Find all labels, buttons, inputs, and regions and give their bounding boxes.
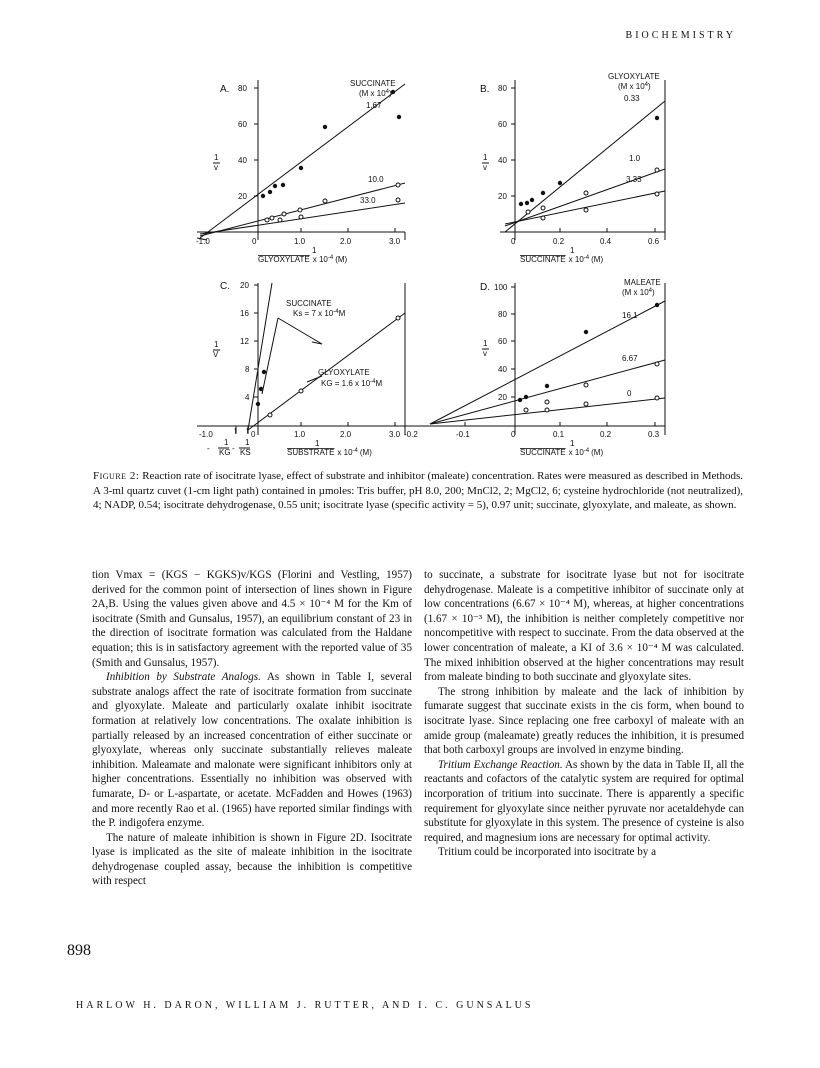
ytick: 40 (238, 156, 247, 165)
neg-ks-bottom: KS (240, 448, 251, 457)
ylabel-num: 1 (214, 153, 219, 162)
xtick: 0.6 (648, 237, 660, 246)
xtick: 0.3 (648, 430, 660, 439)
caption-label: Figure 2: (93, 470, 140, 482)
paragraph-text: As shown by the data in Table II, all the reactants and cofactors of the catalytic system are required for optimal incorporation of tritium into succinate. There is apparently a specific requirement for glyoxylate since neither pyruvate nor acetaldehyde can substitute for glyoxylate in this system. The presence of cysteine is also required, and magnesium ions are necessary for optimal activity. (424, 758, 744, 844)
xtick: 1.0 (294, 430, 306, 439)
author-footer: HARLOW H. DARON, WILLIAM J. RUTTER, AND I. C. GUNSALUS (76, 1000, 534, 1011)
xlabel-top: 1 (312, 246, 317, 255)
minus-sign: - (207, 444, 210, 453)
ylabel-den: v (483, 349, 487, 358)
xlabel-top: 1 (570, 246, 575, 255)
legend-title: SUCCINATE (350, 79, 396, 88)
x-axis-label: SUCCINATE x $10^{-4}$ (M) (520, 448, 604, 457)
ytick: 40 (498, 365, 507, 374)
body-column-right (424, 568, 744, 860)
xtick: 0.4 (600, 237, 612, 246)
legend-title: MALEATE (624, 278, 661, 287)
ylabel-den: v (483, 163, 487, 172)
xtick: 0 (511, 430, 516, 439)
ytick: 16 (240, 309, 249, 318)
x-axis-label: SUCCINATE x $10^{-4}$ (M) (520, 255, 604, 264)
series-label: 6.67 (622, 354, 638, 363)
paragraph: to succinate, a substrate for isocitrate lyase but not for isocitrate dehydrogenase. Maleate is a competitive inhibitor of succinate only at low concentrations (6.67 × 10⁻⁴ M), whereas, at higher concentrations (1.67 × 10⁻³ M), the inhibition is neither completely competitive nor noncompetitive with respect to succinate. From the data observed at the lower concentration of maleate, a KI of 3.6 × 10⁻⁴ M was calculated. The mixed inhibition observed at the higher concentrations may result from maleate binding to both succinate and glyoxylate sites. (424, 569, 744, 684)
minus-sign: - (232, 444, 235, 453)
annotation-glyoxylate: GLYOXYLATE (318, 368, 370, 377)
figure-2 (0, 0, 820, 470)
ytick: 20 (238, 192, 247, 201)
series-label: 33.0 (360, 196, 376, 205)
ytick: 12 (240, 337, 249, 346)
xtick: 3.0 (389, 237, 401, 246)
ytick: 20 (498, 192, 507, 201)
xtick: 0.1 (553, 430, 565, 439)
xtick: 0 (511, 237, 516, 246)
xtick: 2.0 (340, 237, 352, 246)
series-label: 1.67 (366, 101, 382, 110)
xtick: 0.2 (553, 237, 565, 246)
panel-c-letter: C. (220, 281, 230, 292)
xtick: -0.2 (404, 430, 418, 439)
xtick: 0 (252, 237, 257, 246)
ytick: 80 (498, 310, 507, 319)
series-label: 0.33 (624, 94, 640, 103)
x-axis-label: SUBSTRATE x $10^{-4}$ (M) (287, 448, 372, 457)
ytick: 4 (245, 393, 250, 402)
ylabel-num: 1 (214, 340, 219, 349)
section-heading: Inhibition by Substrate Analogs. (106, 671, 261, 684)
ylabel-num: 1 (483, 153, 488, 162)
paragraph (92, 670, 412, 831)
ylabel-den: V (213, 350, 219, 359)
ytick: 80 (238, 84, 247, 93)
paragraph-text: As shown in Table I, several substrate analogs affect the rate of isocitrate formation from succinate and glyoxylate. Maleate and particularly oxalate inhibit isocitrate formation at relatively low concentrations. The oxalate inhibition is partially released by an increased concentration of either succinate or glyoxylate, whereas only succinate substantially relieves maleate inhibition. Maleamate and malonate were significant inhibitors only at higher concentrations. Essentially no inhibition was observed with fumarate, D- or L-aspartate, or acetate. McFadden and Howes (1963) and more recently Rao et al. (1965) have reported similar findings with the P. indigofera enzyme. (92, 671, 412, 830)
arrow-up-icon: ↑ (233, 425, 238, 435)
xtick: 3.0 (389, 430, 401, 439)
journal-header: BIOCHEMISTRY (625, 30, 736, 41)
neg-ks-top: 1 (245, 438, 250, 447)
caption-text: Reaction rate of isocitrate lyase, effect of substrate and inhibitor (maleate) concentration. Rates were measured as described in Methods. A 3-ml quartz cuvet (1-cm light path) contained in µmoles: Tris buffer, pH 8.0, 200; MnCl2, 2; MgCl2, 6; cysteine hydrochloride (not neutralized), 4; NADP, 0.54; isocitrate dehydrogenase, 0.55 unit; isocitrate lyase (specific activity = 5), 0.97 unit; succinate, glyoxylate, and maleate, as shown. (93, 470, 744, 512)
x-axis-label: GLYOXYLATE x $10^{-4}$ (M) (258, 255, 348, 264)
ytick: 60 (498, 120, 507, 129)
legend-title: GLYOXYLATE (608, 72, 660, 81)
neg-kg-top: 1 (224, 438, 229, 447)
paragraph: The strong inhibition by maleate and the lack of inhibition by fumarate suggest that succinate exists in the cis form, when bound to isocitrate lyase. Since replacing one free carboxyl of maleate with an amide group (maleamate) greatly reduces the inhibition, it is presumed that both carboxyl groups are involved in enzyme binding. (424, 685, 744, 757)
arrow-up-icon: ↑ (245, 425, 250, 435)
series-label: 3.33 (626, 175, 642, 184)
xtick: -1.0 (196, 237, 210, 246)
section-heading: Tritium Exchange Reaction. (438, 758, 563, 771)
ytick: 20 (240, 281, 249, 290)
xtick: 0 (251, 430, 256, 439)
series-label: 1.0 (629, 154, 641, 163)
ylabel-num: 1 (483, 339, 488, 348)
ytick: 40 (498, 156, 507, 165)
series-label: 16.1 (622, 311, 638, 320)
legend-units: (M x $10^4$) (622, 288, 655, 297)
page-number: 898 (67, 942, 91, 959)
annotation-succinate-k: Ks = 7 x $10^{-4}M$ (293, 309, 346, 318)
panel-b-letter: B. (480, 84, 490, 95)
ytick: 20 (498, 393, 507, 402)
paragraph: Tritium could be incorporated into isocitrate by a (438, 846, 657, 859)
xlabel-top: 1 (315, 439, 320, 448)
legend-units: (M x $10^4$) (618, 82, 651, 91)
xtick: -1.0 (199, 430, 213, 439)
xtick: 2.0 (340, 430, 352, 439)
paragraph: tion Vmax = (KGS − KGKS)v/KGS (Florini and Vestling, 1957) derived for the common point of intersection of lines shown in Figure 2A,B. Using the values given above and 4.5 × 10⁻⁴ M for the Km of isocitrate (Smith and Gunsalus, 1957), an equilibrium constant of 23 in the direction of isocitrate formation was calculated from the Haldane equation; this is in satisfactory agreement with the reported value of 35 (Smith and Gunsalus, 1957). (92, 569, 412, 669)
ytick: 80 (498, 84, 507, 93)
annotation-succinate: SUCCINATE (286, 299, 332, 308)
annotation-glyoxylate-k: KG = 1.6 x $10^{-4}M$ (321, 379, 383, 388)
paragraph: The nature of maleate inhibition is shown in Figure 2D. Isocitrate lyase is implicated as the site of maleate inhibition in the isocitrate dehydrogenase coupled assay, because the inhibition is competitive with respect (92, 831, 412, 888)
ylabel-den: v (214, 163, 218, 172)
figure-caption (93, 469, 743, 513)
xlabel-top: 1 (570, 439, 575, 448)
ytick: 8 (245, 365, 250, 374)
ytick: 60 (238, 120, 247, 129)
xtick: 0.2 (600, 430, 612, 439)
legend-units: (M x $10^4$) (359, 89, 392, 98)
xtick: -0.1 (456, 430, 470, 439)
series-label: 0 (627, 389, 632, 398)
body-column-left (92, 568, 412, 889)
neg-kg-bottom: KG (219, 448, 231, 457)
series-label: 10.0 (368, 175, 384, 184)
ytick: 100 (494, 283, 508, 292)
xtick: 1.0 (294, 237, 306, 246)
panel-d-letter: D. (480, 282, 490, 293)
paragraph (424, 758, 744, 846)
panel-a-letter: A. (220, 84, 230, 95)
ytick: 60 (498, 337, 507, 346)
